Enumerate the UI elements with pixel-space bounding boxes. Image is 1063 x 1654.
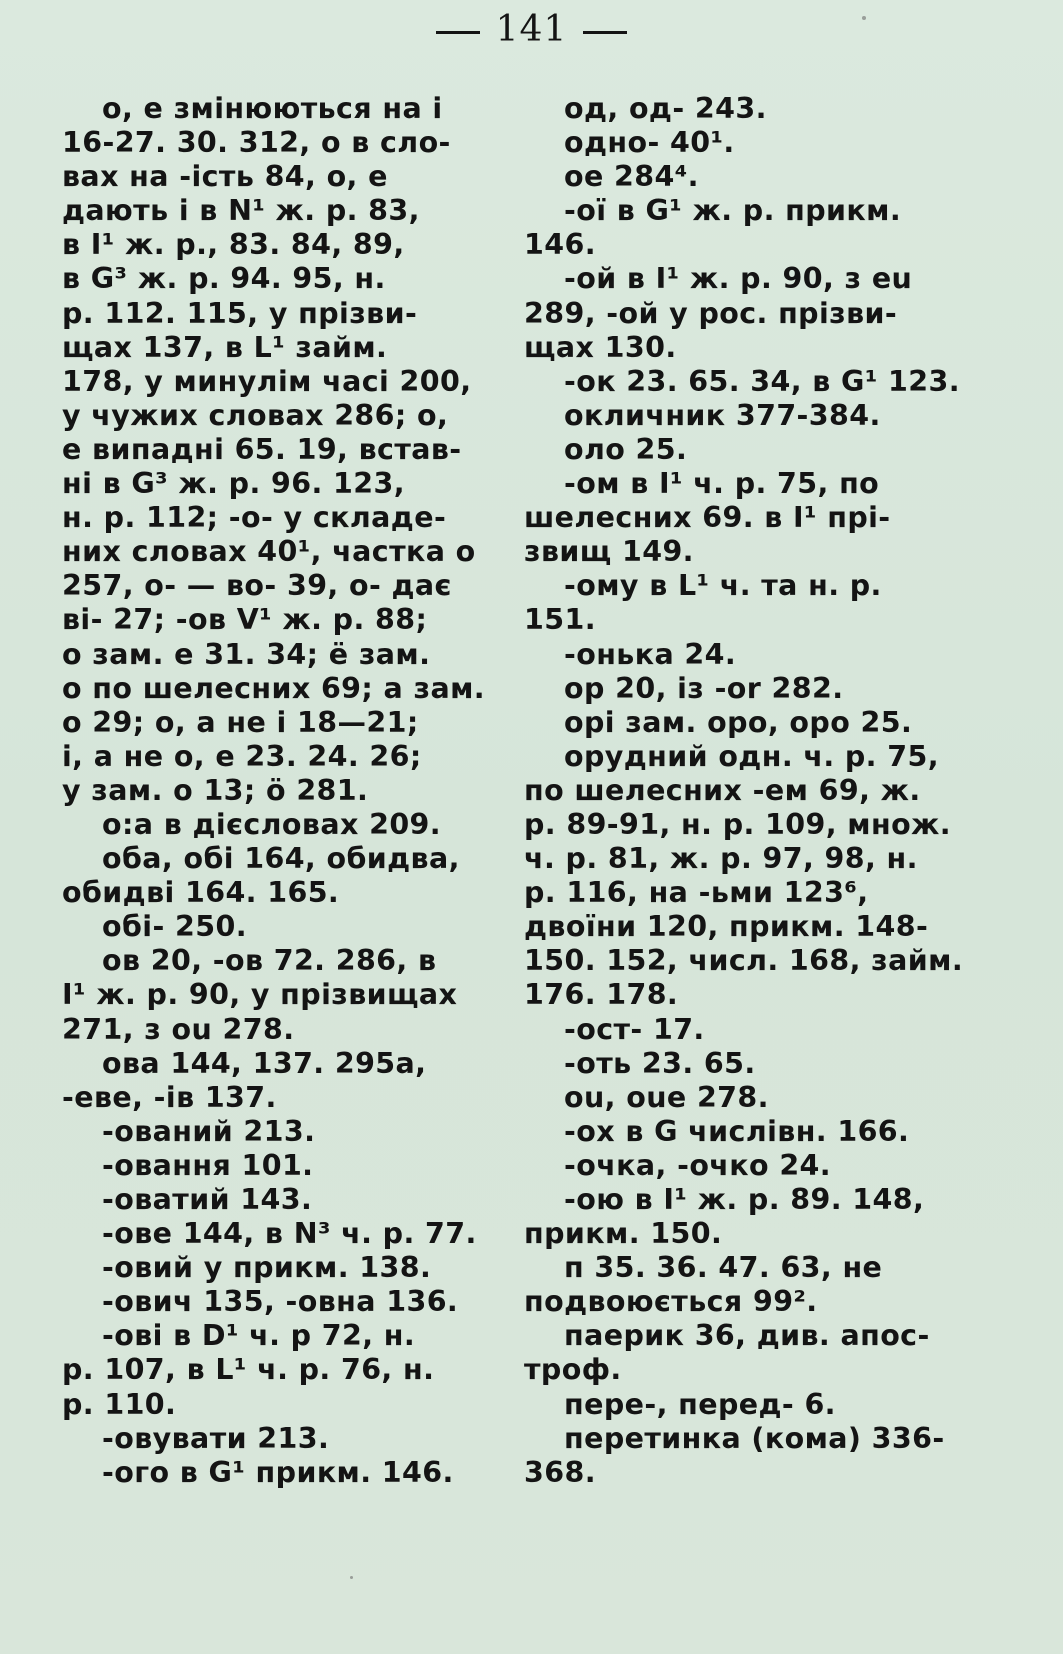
index-line: -ох в G числівн. 166. xyxy=(564,1114,910,1148)
index-line: ві- 27; -ов V¹ ж. р. 88; xyxy=(62,603,428,637)
index-line: щах 130. xyxy=(524,330,677,364)
index-line: перетинка (кома) 336- xyxy=(564,1421,945,1455)
index-line: ou, oue 278. xyxy=(564,1080,769,1114)
index-line: шелесних 69. в І¹ прі- xyxy=(524,501,891,535)
index-line: них словах 40¹, частка о xyxy=(62,535,476,569)
index-line: -ого в G¹ прикм. 146. xyxy=(102,1455,454,1489)
index-line: р. 112. 115, у прізви- xyxy=(62,296,418,330)
index-line: -еве, -ів 137. xyxy=(62,1080,277,1114)
index-line: 368. xyxy=(524,1455,596,1489)
index-line: р. 89-91, н. р. 109, множ. xyxy=(524,807,952,841)
index-line: у зам. о 13; ö 281. xyxy=(62,773,369,807)
index-line: І¹ ж. р. 90, у прізвищах xyxy=(62,978,458,1012)
index-column-right xyxy=(524,92,964,1490)
index-line: ні в G³ ж. р. 96. 123, xyxy=(62,467,405,501)
index-line: пере-, перед- 6. xyxy=(564,1387,836,1421)
index-line: н. р. 112; -о- у складе- xyxy=(62,501,447,535)
index-line: 178, у минулім часі 200, xyxy=(62,364,472,398)
index-line: двоїни 120, прикм. 148- xyxy=(524,910,929,944)
index-line: оба, обі 164, обидва, xyxy=(102,842,460,876)
index-line: орі зам. оро, оро 25. xyxy=(564,705,913,739)
index-line: одно- 40¹. xyxy=(564,126,735,160)
index-line: од, од- 243. xyxy=(564,92,767,125)
index-line: і, а не о, е 23. 24. 26; xyxy=(62,739,422,773)
index-line: в G³ ж. р. 94. 95, н. xyxy=(62,262,386,296)
paper-speck xyxy=(350,1576,353,1579)
page-header xyxy=(0,4,1063,56)
index-line: подвоюється 99². xyxy=(524,1285,818,1319)
index-line: о 29; о, а не і 18—21; xyxy=(62,705,419,739)
index-line: -ост- 17. xyxy=(564,1012,705,1046)
index-line: 289, -ой у рос. прізви- xyxy=(524,296,898,330)
index-line: ор 20, із -or 282. xyxy=(564,671,844,705)
index-line: -овання 101. xyxy=(102,1148,314,1182)
index-line: -ом в І¹ ч. р. 75, по xyxy=(564,467,880,501)
index-line: 150. 152, числ. 168, займ. xyxy=(524,944,964,978)
index-line: -ой в І¹ ж. р. 90, з еu xyxy=(564,262,913,296)
index-line: ое 284⁴. xyxy=(564,160,699,194)
index-line: -оватий 143. xyxy=(102,1183,313,1216)
index-line: -ові в D¹ ч. р 72, н. xyxy=(102,1319,416,1353)
index-line: окличник 377-384. xyxy=(564,398,881,432)
index-line: по шелесних -ем 69, ж. xyxy=(524,773,921,807)
index-line: у чужих словах 286; о, xyxy=(62,398,449,432)
index-line: оло 25. xyxy=(564,432,688,466)
index-line: троф. xyxy=(524,1353,622,1387)
index-line: о зам. е 31. 34; ё зам. xyxy=(62,637,431,671)
index-line: 271, з ou 278. xyxy=(62,1012,295,1046)
index-line: звищ 149. xyxy=(524,535,694,569)
index-line: е випадні 65. 19, встав- xyxy=(62,432,462,466)
header-dash-right xyxy=(583,31,627,34)
index-line: 176. 178. xyxy=(524,978,679,1012)
index-line: -онька 24. xyxy=(564,637,737,671)
index-line: обі- 250. xyxy=(102,910,247,944)
index-line: р. 116, на -ьми 123⁶, xyxy=(524,876,869,910)
index-line: п 35. 36. 47. 63, не xyxy=(564,1251,883,1285)
header-dash-left xyxy=(436,31,480,34)
index-line: вах на -ість 84, о, е xyxy=(62,160,388,194)
paper-speck xyxy=(862,16,866,20)
index-column-left xyxy=(62,92,486,1490)
index-line: -ований 213. xyxy=(102,1114,316,1148)
page-number: 141 xyxy=(495,9,568,50)
index-line: -ове 144, в N³ ч. р. 77. xyxy=(102,1217,477,1251)
index-line: -ок 23. 65. 34, в G¹ 123. xyxy=(564,364,960,398)
index-line: ч. р. 81, ж. р. 97, 98, н. xyxy=(524,842,918,876)
index-line: прикм. 150. xyxy=(524,1217,723,1251)
index-line: 151. xyxy=(524,603,596,637)
index-line: -ович 135, -овна 136. xyxy=(102,1285,459,1319)
index-line: ов 20, -ов 72. 286, в xyxy=(102,944,437,978)
index-line: щах 137, в L¹ займ. xyxy=(62,330,388,364)
index-line: -овий у прикм. 138. xyxy=(102,1251,432,1285)
index-line: -ою в І¹ ж. р. 89. 148, xyxy=(564,1183,925,1216)
index-line: о по шелесних 69; а зам. xyxy=(62,671,486,705)
index-line: -очка, -очко 24. xyxy=(564,1148,832,1182)
index-line: паерик 36, див. апос- xyxy=(564,1319,930,1353)
index-line: р. 107, в L¹ ч. р. 76, н. xyxy=(62,1353,435,1387)
index-line: о, е змінюються на і xyxy=(102,92,443,125)
index-line: орудний одн. ч. р. 75, xyxy=(564,739,939,773)
index-line: р. 110. xyxy=(62,1387,177,1421)
index-line: 257, о- — во- 39, о- дає xyxy=(62,569,452,603)
index-line: 146. xyxy=(524,228,596,262)
index-line: 16-27. 30. 312, о в сло- xyxy=(62,126,451,160)
index-line: ова 144, 137. 295а, xyxy=(102,1046,427,1080)
index-line: -овувати 213. xyxy=(102,1421,330,1455)
index-line: обидві 164. 165. xyxy=(62,876,340,910)
index-line: в І¹ ж. р., 83. 84, 89, xyxy=(62,228,405,262)
index-line: -ому в L¹ ч. та н. р. xyxy=(564,569,882,603)
index-line: -ої в G¹ ж. р. прикм. xyxy=(564,194,902,228)
index-line: дають і в N¹ ж. р. 83, xyxy=(62,194,420,228)
index-line: -оть 23. 65. xyxy=(564,1046,756,1080)
index-line: о:а в дієсловах 209. xyxy=(102,807,442,841)
